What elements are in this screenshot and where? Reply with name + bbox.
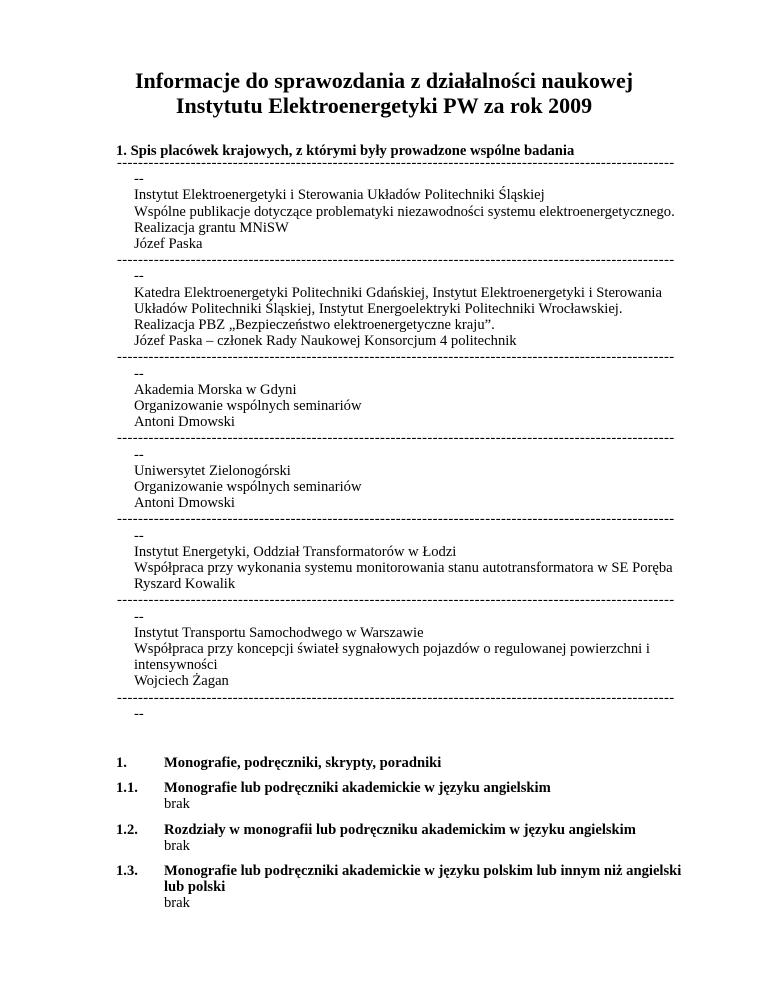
separator-line: ----------------------------------------------------------------------------------------------------------: [117, 511, 675, 528]
document-title-line1: Informacje do sprawozdania z działalności naukowej: [134, 68, 634, 93]
category-value: brak: [164, 837, 190, 854]
category-number: 1.2.: [116, 821, 138, 838]
separator-tail: --: [134, 527, 144, 544]
institution-detail: Wspólne publikacje dotyczące problematyki niezawodności systemu elektroenergetycznego.: [134, 203, 675, 220]
category-title: Monografie lub podręczniki akademickie w języku angielskim: [164, 780, 551, 797]
section-heading: 1. Spis placówek krajowych, z którymi były prowadzone wspólne badania: [116, 143, 575, 159]
institution-detail: intensywności: [134, 657, 218, 674]
institution-name: Uniwersytet Zielonogórski: [134, 462, 291, 479]
institution-detail: Antoni Dmowski: [134, 414, 235, 431]
institution-name: Instytut Elektroenergetyki i Sterowania Układów Politechniki Śląskiej: [134, 187, 545, 204]
monograph-category: [116, 863, 716, 912]
monographs-section: [116, 755, 716, 912]
document-title-line2: Instytutu Elektroenergetyki PW za rok 2009: [175, 93, 593, 118]
monograph-category: [116, 755, 716, 771]
monograph-category: [116, 822, 716, 854]
institution-name: Instytut Energetyki, Oddział Transformatorów w Łodzi: [134, 543, 457, 560]
institution-detail: Józef Paska: [134, 235, 203, 252]
institution-detail: Realizacja grantu MNiSW: [134, 219, 289, 236]
category-title-cont: lub polski: [164, 879, 226, 896]
separator-tail: --: [134, 705, 144, 722]
separator-line: ----------------------------------------------------------------------------------------------------------: [117, 349, 675, 366]
institutions-list: [117, 155, 715, 722]
category-number: 1.: [116, 755, 127, 771]
category-title: Rozdziały w monografii lub podręczniku akademickim w języku angielskim: [164, 821, 636, 838]
category-title: Monografie, podręczniki, skrypty, poradniki: [164, 755, 442, 771]
separator-line: ----------------------------------------------------------------------------------------------------------: [117, 689, 675, 706]
separator-line: ----------------------------------------------------------------------------------------------------------: [117, 155, 675, 171]
institution-detail: Współpraca przy wykonania systemu monitorowania stanu autotransformatora w SE Poręba: [134, 559, 673, 576]
separator-tail: --: [134, 446, 144, 463]
separator-tail: --: [134, 365, 144, 382]
category-number: 1.1.: [116, 780, 138, 797]
category-number: 1.3.: [116, 863, 138, 880]
category-title: Monografie lub podręczniki akademickie w języku polskim lub innym niż angielski: [164, 863, 682, 880]
institution-detail: Realizacja PBZ „Bezpieczeństwo elektroenergetyczne kraju”.: [134, 316, 495, 333]
institution-detail: Organizowanie wspólnych seminariów: [134, 478, 362, 495]
institution-detail: Współpraca przy koncepcji świateł sygnałowych pojazdów o regulowanej powierzchni i: [134, 640, 650, 657]
institution-detail: Układów Politechniki Śląskiej, Instytut Energoelektryki Politechniki Wrocławskiej.: [134, 300, 623, 317]
separator-line: ----------------------------------------------------------------------------------------------------------: [117, 592, 675, 609]
institution-name: Instytut Transportu Samochodwego w Warszawie: [134, 624, 424, 641]
institution-name: Akademia Morska w Gdyni: [134, 381, 297, 398]
category-value: brak: [164, 796, 190, 813]
institution-name: Katedra Elektroenergetyki Politechniki Gdańskiej, Instytut Elektroenergetyki i Sterowania: [134, 284, 662, 301]
separator-line: ----------------------------------------------------------------------------------------------------------: [117, 430, 675, 447]
separator-tail: --: [134, 171, 144, 188]
category-value: brak: [164, 895, 190, 912]
monograph-category: [116, 780, 716, 812]
separator-tail: --: [134, 268, 144, 285]
separator-tail: --: [134, 608, 144, 625]
institution-detail: Organizowanie wspólnych seminariów: [134, 397, 362, 414]
institution-detail: Wojciech Żagan: [134, 673, 229, 690]
institution-detail: Ryszard Kowalik: [134, 576, 236, 593]
institution-detail: Józef Paska – członek Rady Naukowej Konsorcjum 4 politechnik: [134, 333, 517, 350]
separator-line: ----------------------------------------------------------------------------------------------------------: [117, 252, 675, 269]
institution-detail: Antoni Dmowski: [134, 495, 235, 512]
